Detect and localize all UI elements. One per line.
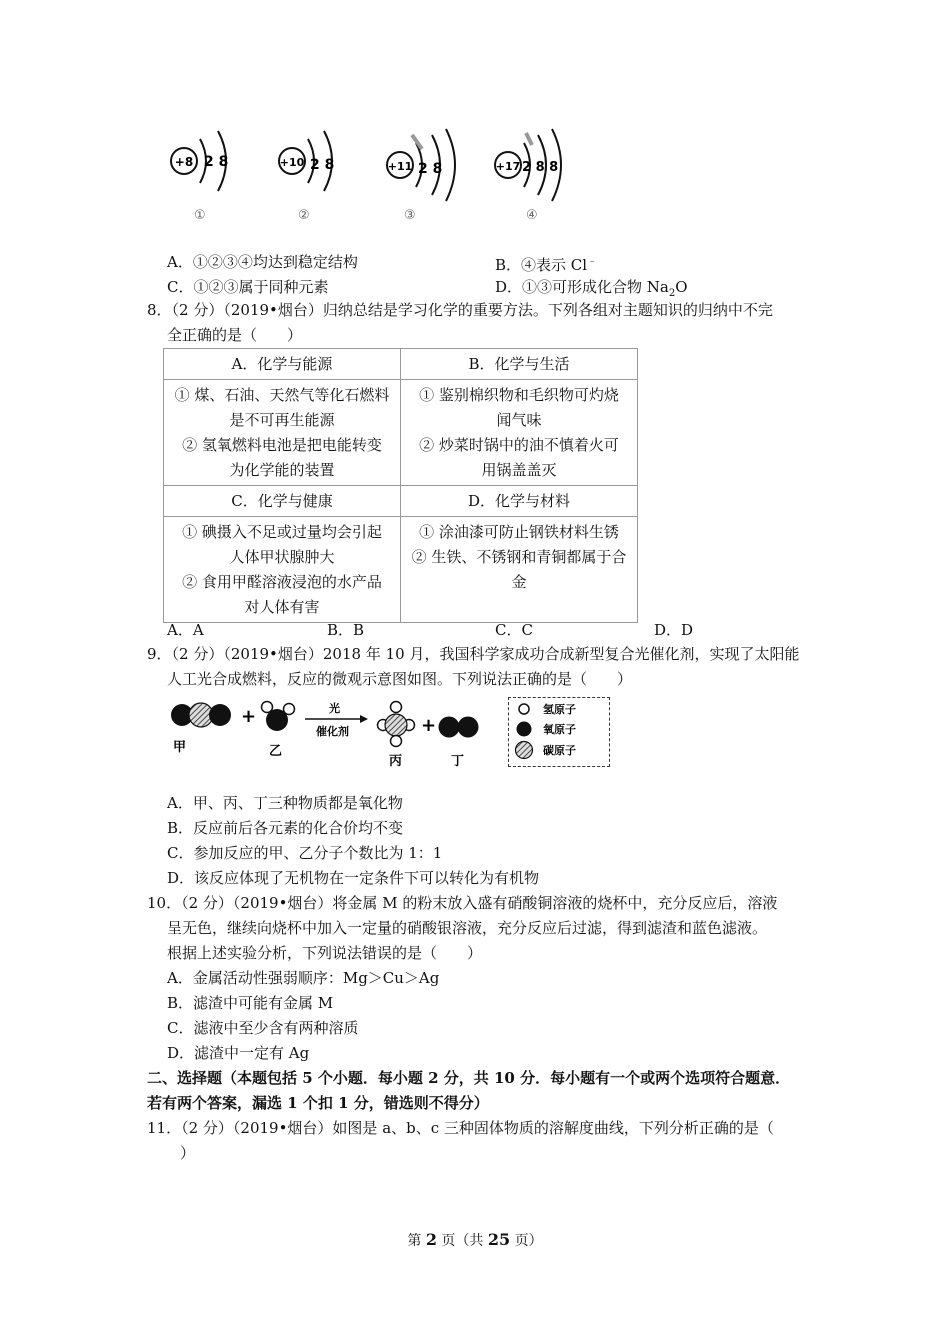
- q9-stem-line-2: 人工光合成燃料，反应的微观示意图如图。下列说法正确的是（ ）: [167, 670, 633, 688]
- label-yi: 乙: [269, 744, 283, 759]
- q10-option-a: A．金属活动性强弱顺序：Mg＞Cu＞Ag: [167, 969, 440, 987]
- footer-post: 页）: [510, 1233, 543, 1249]
- q8-option-d: D．D: [654, 621, 694, 639]
- condition-light: 光: [329, 702, 340, 715]
- atom-1-label: ①: [194, 208, 206, 223]
- plus-sign-2: +: [421, 715, 437, 736]
- molecule-jia: [171, 703, 231, 727]
- q8-stem-line-2: 全正确的是（ ）: [167, 326, 303, 344]
- atom-legend: [508, 697, 610, 767]
- atom-3-label: ③: [404, 208, 416, 223]
- section-2-heading-line-2: 若有两个答案，漏选 1 个扣 1 分，错选则不得分）: [147, 1094, 489, 1112]
- atom-2-nucleus: +10: [279, 156, 305, 169]
- cell-a-line-3: ② 氢氧燃料电池是把电能转变: [182, 436, 382, 454]
- q10-option-c: C．滤液中至少含有两种溶质: [167, 1019, 359, 1037]
- legend-oxygen: 氧原子: [543, 723, 576, 736]
- table-head-c: C．化学与健康: [164, 486, 401, 517]
- cell-c-line-3: ② 食用甲醛溶液浸泡的水产品: [182, 573, 382, 591]
- q7-option-b-sup: ﹣: [587, 256, 598, 267]
- cell-d-line-2: ② 生铁、不锈钢和青铜都属于合: [411, 548, 627, 566]
- label-jia: 甲: [173, 740, 187, 755]
- q8-knowledge-table: [163, 348, 638, 623]
- atom-4-label: ④: [526, 208, 538, 223]
- condition-catalyst: 催化剂: [316, 725, 349, 738]
- q7-option-b: [495, 252, 597, 275]
- footer-pre: 第: [407, 1233, 426, 1249]
- table-head-a: A．化学与能源: [164, 349, 401, 380]
- section-2-heading-line-1: 二、选择题（本题包括 5 个小题．每小题 2 分，共 10 分．每小题有一个或两个选项符合题意．: [147, 1069, 791, 1087]
- q8-option-a: A．A: [167, 621, 204, 639]
- atom-3-nucleus: +11: [387, 160, 413, 173]
- cell-b-line-2: 闻气味: [496, 411, 542, 429]
- q10-stem-line-2: 呈无色，继续向烧杯中加入一定量的硝酸银溶液，充分反应后过滤，得到滤渣和蓝色滤液。: [167, 919, 768, 937]
- atom-4-shells: 2 8 8: [522, 160, 559, 175]
- q9-option-a: A．甲、丙、丁三种物质都是氧化物: [167, 794, 403, 812]
- q7-option-c: C．①②③属于同种元素: [167, 278, 329, 296]
- cell-b-line-3: ② 炒菜时锅中的油不慎着火可: [419, 436, 619, 454]
- molecule-bing: [378, 702, 415, 747]
- cell-a-line-2: 是不可再生能源: [229, 411, 335, 429]
- table-head-b: B．化学与生活: [401, 349, 638, 380]
- atom-2-label: ②: [298, 208, 310, 223]
- q10-stem-line-3: 根据上述实验分析，下列说法错误的是（ ）: [167, 944, 483, 962]
- atom-structure-diagram: [160, 125, 580, 230]
- page-footer: [0, 1230, 950, 1250]
- q10-stem-line-1: 10．（2 分）（2019•烟台）将金属 M 的粉末放入盛有硝酸铜溶液的烧杯中，充分反应后，溶液: [147, 894, 778, 912]
- atom-2: [279, 131, 334, 223]
- footer-mid: 页（共: [436, 1233, 488, 1249]
- table-cell-b: [401, 380, 638, 486]
- cell-d-line-1: ① 涂油漆可防止钢铁材料生锈: [419, 523, 619, 541]
- cell-c-line-1: ① 碘摄入不足或过量均会引起: [182, 523, 382, 541]
- atom-4: [495, 129, 561, 223]
- legend-hydrogen: 氢原子: [543, 703, 576, 716]
- q7-option-b-text: B．④表示 Cl: [495, 256, 588, 274]
- q9-option-d: D．该反应体现了无机物在一定条件下可以转化为有机物: [167, 869, 540, 887]
- cell-a-line-4: 为化学能的装置: [229, 461, 335, 479]
- atom-2-shells: 2 8: [310, 157, 335, 173]
- q10-option-b: B．滤渣中可能有金属 M: [167, 994, 334, 1012]
- q7-option-d-text: D．①③可形成化合物 Na: [495, 278, 669, 296]
- reaction-micro-diagram: [165, 695, 495, 775]
- oxygen-atom-icon: [517, 722, 532, 737]
- cell-d-line-3: 金: [511, 573, 527, 591]
- q7-option-d-sub: 2: [668, 288, 676, 299]
- q9-option-b: B．反应前后各元素的化合价均不变: [167, 819, 404, 837]
- legend-graphic: [509, 698, 609, 766]
- label-ding: 丁: [451, 754, 465, 769]
- carbon-atom-icon: [516, 742, 533, 759]
- q8-stem-line-1: 8．（2 分）（2019•烟台）归纳总结是学习化学的重要方法。下列各组对主题知识的归纳中不完: [147, 301, 773, 319]
- q8-option-c: C．C: [495, 621, 533, 639]
- atom-4-nucleus: +17: [495, 160, 521, 173]
- cell-a-line-1: ① 煤、石油、天然气等化石燃料: [174, 386, 390, 404]
- q10-option-d: D．滤渣中一定有 Ag: [167, 1044, 310, 1062]
- atom-1-nucleus: +8: [174, 155, 194, 169]
- legend-carbon: 碳原子: [543, 744, 576, 757]
- q7-option-a: A．①②③④均达到稳定结构: [167, 253, 358, 271]
- label-bing: 丙: [389, 754, 403, 769]
- cell-b-line-1: ① 鉴别棉织物和毛织物可灼烧: [419, 386, 619, 404]
- footer-page-number: 2: [425, 1230, 437, 1249]
- q8-option-b: B．B: [327, 621, 365, 639]
- table-cell-a: [164, 380, 401, 486]
- cell-c-line-2: 人体甲状腺肿大: [229, 548, 335, 566]
- q9-option-c: C．参加反应的甲、乙分子个数比为 1：1: [167, 844, 443, 862]
- table-head-d: D．化学与材料: [401, 486, 638, 517]
- footer-total-pages: 25: [487, 1230, 511, 1249]
- hydrogen-atom-icon: [519, 704, 529, 714]
- molecule-yi: [262, 702, 295, 732]
- cell-b-line-4: 用锅盖盖灭: [481, 461, 557, 479]
- q9-stem-line-1: 9．（2 分）（2019•烟台）2018 年 10 月，我国科学家成功合成新型复合光催化剂，实现了太阳能: [147, 645, 800, 663]
- plus-sign-1: +: [241, 706, 257, 727]
- atom-1: [171, 131, 228, 223]
- table-cell-d: [401, 517, 638, 623]
- atom-1-shells: 2 8: [204, 154, 229, 170]
- atom-3-shells: 2 8: [418, 161, 443, 177]
- atom-3: [387, 129, 455, 223]
- q11-stem-line-2: ）: [180, 1144, 196, 1162]
- q11-stem-line-1: 11．（2 分）（2019•烟台）如图是 a、b、c 三种固体物质的溶解度曲线，下列分析正确的是（: [147, 1119, 774, 1137]
- molecule-ding: [439, 717, 479, 738]
- arrow-icon: [360, 715, 368, 723]
- cell-c-line-4: 对人体有害: [244, 598, 320, 616]
- q7-option-d-tail: O: [675, 278, 688, 296]
- table-cell-c: [164, 517, 401, 623]
